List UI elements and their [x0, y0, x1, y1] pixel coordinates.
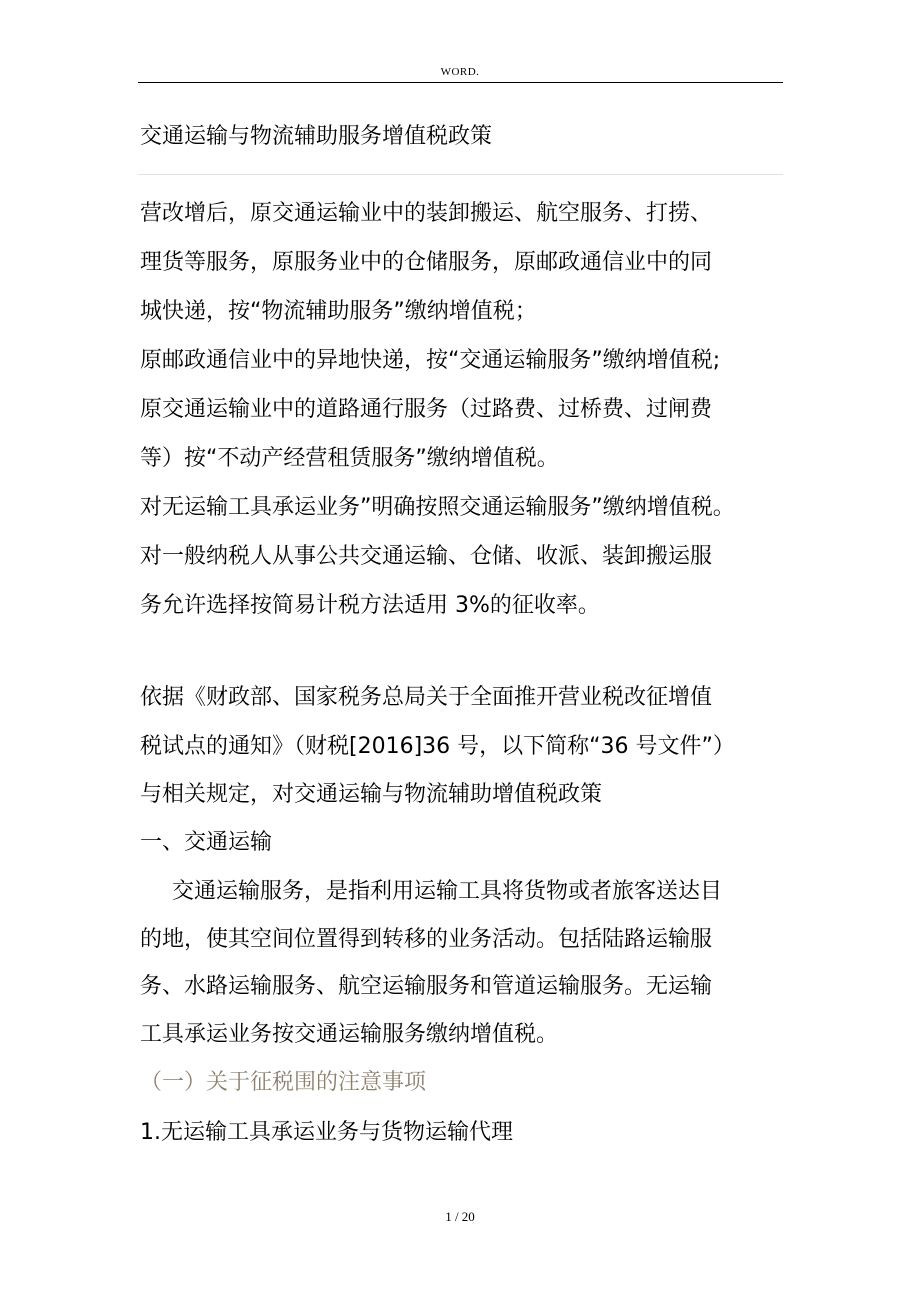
paragraph-line: 等）按“不动产经营租赁服务”缴纳增值税。: [140, 446, 559, 471]
paragraph-line: 务允许选择按简易计税方法适用 3%的征收率。: [140, 593, 600, 618]
paragraph-line: 工具承运业务按交通运输服务缴纳增值税。: [140, 1022, 559, 1047]
paragraph-line: 交通运输服务，是指利用运输工具将货物或者旅客送达目: [172, 879, 723, 904]
title-divider: [138, 174, 783, 175]
document-title: 交通运输与物流辅助服务增值税政策: [140, 124, 493, 149]
section-heading: 一、交通运输: [140, 830, 273, 855]
header-divider: [138, 82, 783, 83]
paragraph-line: 对一般纳税人从事公共交通运输、仓储、收派、装卸搬运服: [140, 544, 713, 569]
item-heading: 1.无运输工具承运业务与货物运输代理: [140, 1120, 513, 1145]
subsection-heading: （一）关于征税围的注意事项: [140, 1070, 427, 1095]
paragraph-line: 城快递，按“物流辅助服务”缴纳增值税；: [140, 299, 537, 324]
paragraph-line: 原邮政通信业中的异地快递，按“交通运输服务”缴纳增值税;: [140, 348, 721, 373]
paragraph-line: 原交通运输业中的道路通行服务（过路费、过桥费、过闸费: [140, 397, 713, 422]
paragraph-line: 务、水路运输服务、航空运输服务和管道运输服务。无运输: [140, 974, 713, 999]
paragraph-line: 依据《财政部、国家税务总局关于全面推开营业税改征增值: [140, 685, 713, 710]
paragraph-line: 的地，使其空间位置得到转移的业务活动。包括陆路运输服: [140, 927, 713, 952]
paragraph-line: 理货等服务，原服务业中的仓储服务，原邮政通信业中的同: [140, 250, 713, 275]
paragraph-line: 与相关规定，对交通运输与物流辅助增值税政策: [140, 782, 603, 807]
paragraph-line: 营改增后，原交通运输业中的装卸搬运、航空服务、打捞、: [140, 201, 713, 226]
page-header: WORD.: [440, 66, 480, 78]
paragraph-line: 对无运输工具承运业务”明确按照交通运输服务”缴纳增值税。: [140, 495, 735, 520]
paragraph-line: 税试点的通知》（财税[2016]36 号，以下简称“36 号文件”）: [140, 734, 735, 759]
page-number: 1 / 20: [445, 1209, 475, 1224]
